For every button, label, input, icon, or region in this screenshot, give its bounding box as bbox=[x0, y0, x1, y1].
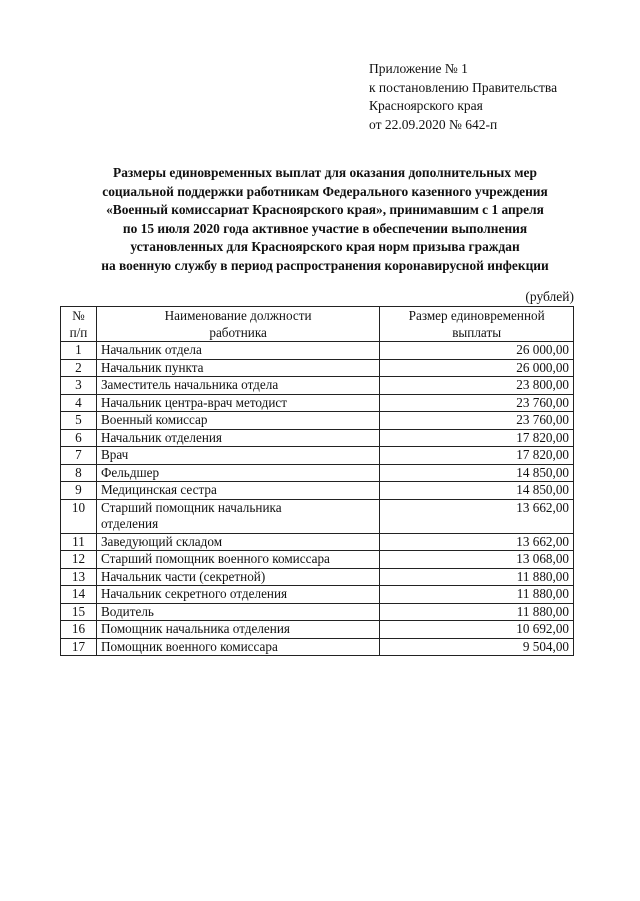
row-amount: 13 068,00 bbox=[380, 551, 574, 569]
table-row bbox=[61, 586, 574, 604]
row-number: 6 bbox=[61, 429, 97, 447]
units-label: (рублей) bbox=[525, 289, 574, 304]
table-row bbox=[61, 603, 574, 621]
title-line: «Военный комиссариат Красноярского края», принимавшим с 1 апреля bbox=[106, 202, 544, 218]
title-line: социальной поддержки работникам Федерального казенного учреждения bbox=[102, 183, 548, 199]
row-position: Начальник части (секретной) bbox=[96, 568, 379, 586]
row-number: 13 bbox=[61, 568, 97, 586]
row-amount: 14 850,00 bbox=[380, 464, 574, 482]
row-number: 7 bbox=[61, 447, 97, 465]
table-row bbox=[61, 499, 574, 533]
row-amount: 26 000,00 bbox=[380, 342, 574, 360]
header-number-line2: п/п bbox=[69, 324, 88, 340]
row-position: Помощник военного комиссара bbox=[96, 638, 379, 656]
table-row bbox=[61, 342, 574, 360]
row-number: 8 bbox=[61, 464, 97, 482]
row-number: 17 bbox=[61, 638, 97, 656]
row-position: Военный комиссар bbox=[96, 412, 379, 430]
row-number: 1 bbox=[61, 342, 97, 360]
table-row bbox=[61, 429, 574, 447]
row-amount: 11 880,00 bbox=[380, 568, 574, 586]
row-number: 12 bbox=[61, 551, 97, 569]
row-number: 11 bbox=[61, 533, 97, 551]
row-amount: 17 820,00 bbox=[380, 447, 574, 465]
row-number: 3 bbox=[61, 377, 97, 395]
row-amount: 11 880,00 bbox=[380, 586, 574, 604]
table-row bbox=[61, 377, 574, 395]
table-row bbox=[61, 359, 574, 377]
document-title bbox=[40, 164, 610, 276]
row-amount: 23 760,00 bbox=[380, 412, 574, 430]
table-row bbox=[61, 464, 574, 482]
row-number: 4 bbox=[61, 394, 97, 412]
table-row bbox=[61, 533, 574, 551]
row-position: Заместитель начальника отдела bbox=[96, 377, 379, 395]
title-line: Размеры единовременных выплат для оказания дополнительных мер bbox=[113, 165, 537, 180]
table-row bbox=[61, 568, 574, 586]
row-amount: 11 880,00 bbox=[380, 603, 574, 621]
appendix-region: Красноярского края bbox=[369, 98, 483, 113]
row-position-line1: Старший помощник начальника bbox=[100, 499, 282, 515]
table-row bbox=[61, 621, 574, 639]
row-amount: 23 800,00 bbox=[380, 377, 574, 395]
appendix-header bbox=[369, 60, 557, 134]
row-position: Начальник отдела bbox=[96, 342, 379, 360]
row-number: 10 bbox=[61, 499, 97, 533]
row-position: Начальник пункта bbox=[96, 359, 379, 377]
table-row bbox=[61, 638, 574, 656]
title-line: установленных для Красноярского края норм призыва граждан bbox=[130, 239, 520, 255]
table-row bbox=[61, 394, 574, 412]
row-position: Начальник центра-врач методист bbox=[96, 394, 379, 412]
row-number: 15 bbox=[61, 603, 97, 621]
row-number: 9 bbox=[61, 482, 97, 500]
row-number: 14 bbox=[61, 586, 97, 604]
row-number: 16 bbox=[61, 621, 97, 639]
header-position bbox=[96, 307, 379, 342]
row-position: Водитель bbox=[96, 603, 379, 621]
row-amount: 13 662,00 bbox=[380, 533, 574, 551]
row-position: Заведующий складом bbox=[96, 533, 379, 551]
row-amount: 26 000,00 bbox=[380, 359, 574, 377]
row-position: Начальник отделения bbox=[96, 429, 379, 447]
table-row bbox=[61, 482, 574, 500]
row-amount: 23 760,00 bbox=[380, 394, 574, 412]
title-line: на военную службу в период распространения коронавирусной инфекции bbox=[101, 257, 549, 273]
row-position: Помощник начальника отделения bbox=[96, 621, 379, 639]
header-position-line1: Наименование должности bbox=[164, 308, 312, 323]
header-number-line1: № bbox=[72, 308, 85, 323]
row-position: Старший помощник военного комиссара bbox=[96, 551, 379, 569]
row-number: 2 bbox=[61, 359, 97, 377]
row-amount: 17 820,00 bbox=[380, 429, 574, 447]
row-position-line2: отделения bbox=[100, 516, 159, 531]
row-number: 5 bbox=[61, 412, 97, 430]
table-row bbox=[61, 412, 574, 430]
table-row bbox=[61, 447, 574, 465]
table-header-row bbox=[61, 307, 574, 342]
payments-table bbox=[60, 306, 574, 656]
header-amount-line2: выплаты bbox=[452, 324, 502, 340]
appendix-reference: к постановлению Правительства bbox=[369, 79, 558, 95]
row-position: Начальник секретного отделения bbox=[96, 586, 379, 604]
header-amount-line1: Размер единовременной bbox=[408, 308, 545, 323]
title-line: по 15 июля 2020 года активное участие в обеспечении выполнения bbox=[122, 220, 528, 236]
row-amount: 13 662,00 bbox=[380, 499, 574, 533]
header-amount bbox=[380, 307, 574, 342]
header-number bbox=[61, 307, 97, 342]
row-amount: 14 850,00 bbox=[380, 482, 574, 500]
appendix-date: от 22.09.2020 № 642-п bbox=[369, 116, 498, 132]
row-position: Фельдшер bbox=[96, 464, 379, 482]
row-position: Медицинская сестра bbox=[96, 482, 379, 500]
row-position bbox=[96, 499, 379, 533]
table-row bbox=[61, 551, 574, 569]
row-position: Врач bbox=[96, 447, 379, 465]
row-amount: 10 692,00 bbox=[380, 621, 574, 639]
header-position-line2: работника bbox=[209, 324, 267, 340]
appendix-number: Приложение № 1 bbox=[369, 61, 468, 76]
row-amount: 9 504,00 bbox=[380, 638, 574, 656]
